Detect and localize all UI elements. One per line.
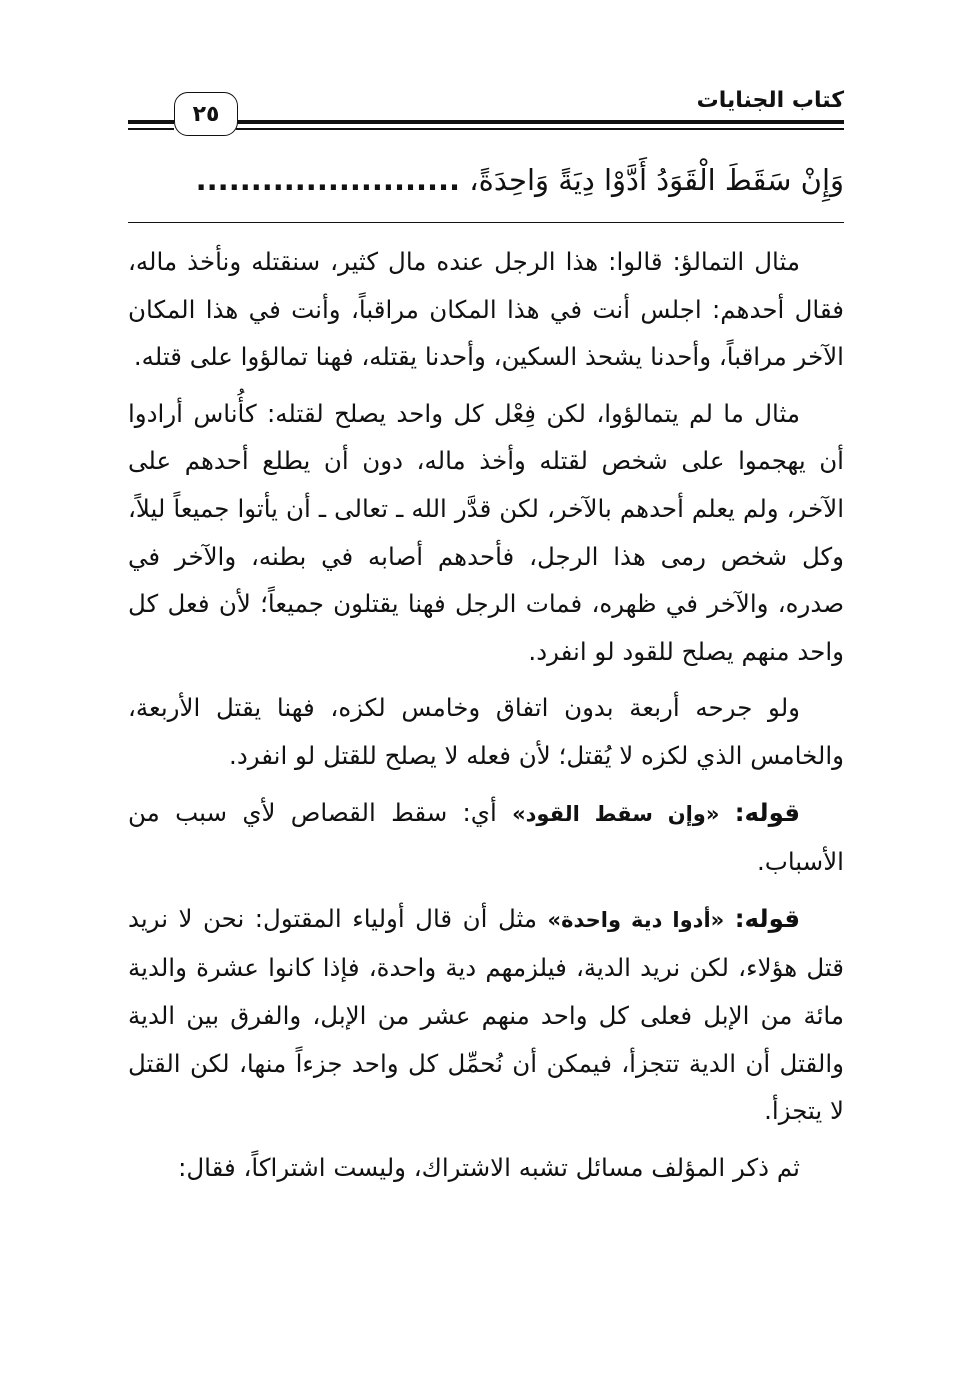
commentary-lead: قوله: [734, 903, 800, 933]
matn-text: وَإِنْ سَقَطَ الْقَوَدُ أَدَّوْا دِيَةً وَاحِدَةً، [469, 163, 844, 197]
paragraph-no-tamaluu-example: مثال ما لم يتمالؤوا، لكن فِعْل كل واحد يصلح لقتله: كأُناس أرادوا أن يهجموا على شخص لقتله وأخذ ماله، دون أن يطلع أحدهم على الآخر، ولم يعلم أحدهم بالآخر، لكن قدَّر الله ـ تعالى ـ أن يأتوا جميعاً ليلاً، وكل شخص رمى هذا الرجل، فأحدهم أصابه في بطنه، والآخر في صدره، والآخر في ظهره، فمات الرجل فهنا يقتلون جميعاً؛ لأن فعل كل واحد منهم يصلح للقود لو انفرد. [128, 398, 844, 666]
commentary-text: مثل أن قال أولياء المقتول: نحن لا نريد قتل هؤلاء، لكن نريد الدية، فيلزمهم دية واحدة، فإذا كانوا عشرة والدية مائة من الإبل فعلى كل واحد منهم عشر من الإبل، والفرق بين الدية والقتل أن الدية تتجزأ، فيمكن أن نُحمِّل كل واحد جزءاً منها، لكن القتل لا يتجزأ. [128, 903, 844, 1126]
paragraph-qawad-falls [128, 789, 844, 886]
commentary-lead: قوله: [734, 797, 800, 827]
header-rule-left-thick [128, 120, 174, 124]
page-number [174, 92, 238, 136]
header-rule-thin [236, 128, 844, 130]
header-title: كتاب الجنايات [696, 88, 844, 113]
paragraph-five-attackers: ولو جرحه أربعة بدون اتفاق وخامس لكزه، فهنا يقتل الأربعة، والخامس الذي لكزه لا يُقتل؛ لأن فعله لا يصلح للقتل لو انفرد. [128, 693, 844, 770]
commentary-text: أي: سقط القصاص لأي سبب من الأسباب. [128, 797, 844, 877]
matn-separator-rule [128, 222, 844, 223]
running-header [128, 86, 844, 146]
commentary-quote: «أدوا دية واحدة» [547, 907, 725, 932]
header-rule-left-thin [128, 128, 174, 130]
paragraph-transition: ثم ذكر المؤلف مسائل تشبه الاشتراك، وليست اشتراكاً، فقال: [178, 1152, 800, 1182]
matn-line [128, 152, 844, 208]
matn-dots: ........................ [195, 163, 461, 197]
commentary [128, 238, 844, 1200]
paragraph-tamaluu-example: مثال التمالؤ: قالوا: هذا الرجل عنده مال كثير، سنقتله ونأخذ ماله، فقال أحدهم: اجلس أنت في هذا المكان مراقباً، وأنت في هذا المكان الآخر مراقباً، وأحدنا يشحذ السكين، وأحدنا يقتله، فهنا تمالؤوا على قتله. [128, 247, 844, 372]
page-number-text: ٢٥ [192, 101, 220, 127]
header-rule-thick [236, 120, 844, 124]
commentary-quote: «وإن سقط القود» [512, 801, 720, 826]
paragraph-one-diya [128, 895, 844, 1135]
